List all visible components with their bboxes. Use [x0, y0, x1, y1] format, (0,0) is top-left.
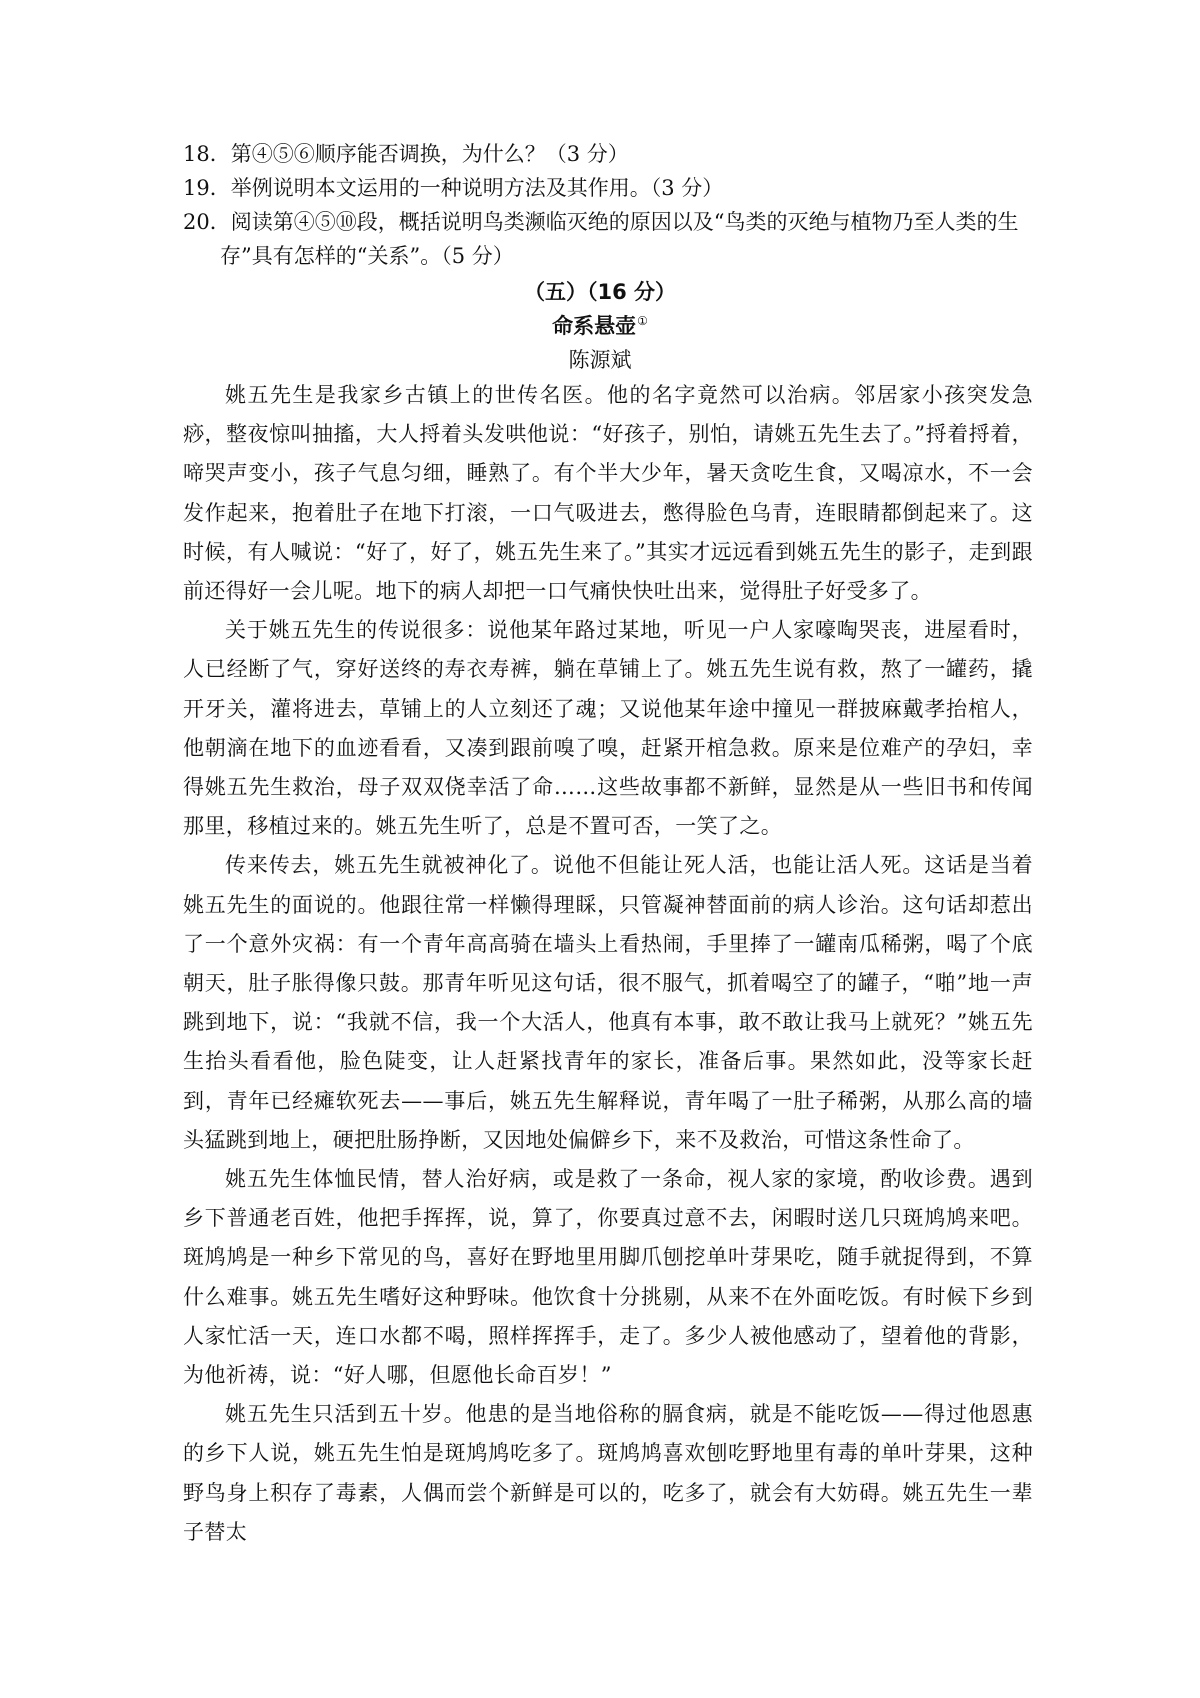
paragraph-4: 姚五先生体恤民情，替人治好病，或是救了一条命，视人家的家境，酌收诊费。遇到乡下普通老百姓，他把手挥挥，说，算了，你要真过意不去，闲暇时送几只斑鸠鸠来吧。斑鸠鸠是一种乡下常见的鸟，喜好在野地里用脚爪刨挖单叶芽果吃，随手就捉得到，不算什么难事。姚五先生嗜好这种野味。他饮食十分挑剔，从来不在外面吃饭。有时候下乡到人家忙活一天，连口水都不喝，照样挥挥手，走了。多少人被他感动了，望着他的背影，为他祈祷，说：“好人哪，但愿他长命百岁！” [183, 1167, 1033, 1388]
question-18 [183, 137, 1033, 171]
question-text: 举例说明本文运用的一种说明方法及其作用。（3 分） [230, 176, 724, 200]
question-number: 19． [183, 176, 231, 200]
paragraph-2: 关于姚五先生的传说很多：说他某年路过某地，听见一户人家嚎啕哭丧，进屋看时，人已经断了气，穿好送终的寿衣寿裤，躺在草铺上了。姚五先生说有救，熬了一罐药，撬开牙关，灌将进去，草铺上的人立刻还了魂；又说他某年途中撞见一群披麻戴孝抬棺人，他朝滴在地下的血迹看看，又凑到跟前嗅了嗅，赶紧开棺急救。原来是位难产的孕妇，幸得姚五先生救治，母子双双侥幸活了命……这些故事都不新鲜，显然是从一些旧书和传闻那里，移植过来的。姚五先生听了，总是不置可否，一笑了之。 [183, 618, 1033, 839]
article-title-text: 命系悬壶 [552, 314, 637, 338]
paragraph-1: 姚五先生是我家乡古镇上的世传名医。他的名字竟然可以治病。邻居家小孩突发急痧，整夜惊叫抽搐，大人捋着头发哄他说：“好孩子，别怕，请姚五先生去了。”捋着捋着，啼哭声变小，孩子气息匀细，睡熟了。有个半大少年，暑天贪吃生食，又喝凉水，不一会发作起来，抱着肚子在地下打滚，一口气吸进去，憋得脸色乌青，连眼睛都倒起来了。这时候，有人喊说：“好了，好了，姚五先生来了。”其实才远远看到姚五先生的影子，走到跟前还得好一会儿呢。地下的病人却把一口气痛快快吐出来，觉得肚子好受多了。 [183, 383, 1033, 604]
article-body [183, 376, 1033, 1552]
question-text: 第④⑤⑥顺序能否调换，为什么？（3 分） [230, 142, 629, 166]
question-number: 18． [183, 142, 231, 166]
question-number: 20． [183, 210, 231, 234]
question-19 [183, 171, 1033, 205]
question-20 [183, 205, 1070, 273]
paragraph-5: 姚五先生只活到五十岁。他患的是当地俗称的膈食病，就是不能吃饭——得过他恩惠的乡下人说，姚五先生怕是斑鸠鸠吃多了。斑鸠鸠喜欢刨吃野地里有毒的单叶芽果，这种野鸟身上积存了毒素，人偶而尝个新鲜是可以的，吃多了，就会有大妨碍。姚五先生一辈子替太 [183, 1402, 1033, 1544]
article-title [0, 310, 1200, 340]
section-heading: （五）（16 分） [523, 280, 677, 304]
footnote-mark: ① [637, 314, 648, 328]
paragraph-3: 传来传去，姚五先生就被神化了。说他不但能让死人活，也能让活人死。这话是当着姚五先生的面说的。他跟往常一样懒得理睬，只管凝神替面前的病人诊治。这句话却惹出了一个意外灾祸：有一个青年高高骑在墙头上看热闹，手里捧了一罐南瓜稀粥，喝了个底朝天，肚子胀得像只鼓。那青年听见这句话，很不服气，抓着喝空了的罐子，“啪”地一声跳到地下，说：“我就不信，我一个大活人，他真有本事，敢不敢让我马上就死？”姚五先生抬头看看他，脸色陡变，让人赶紧找青年的家长，准备后事。果然如此，没等家长赶到，青年已经瘫软死去——事后，姚五先生解释说，青年喝了一肚子稀粥，从那么高的墙头猛跳到地上，硬把肚肠挣断，又因地处偏僻乡下，来不及救治，可惜这条性命了。 [183, 853, 1033, 1152]
question-text: 阅读第④⑤⑩段，概括说明鸟类濒临灭绝的原因以及“鸟类的灭绝与植物乃至人类的生存”具有怎样的“关系”。（5 分） [220, 210, 1019, 268]
article-author: 陈源斌 [568, 348, 632, 372]
